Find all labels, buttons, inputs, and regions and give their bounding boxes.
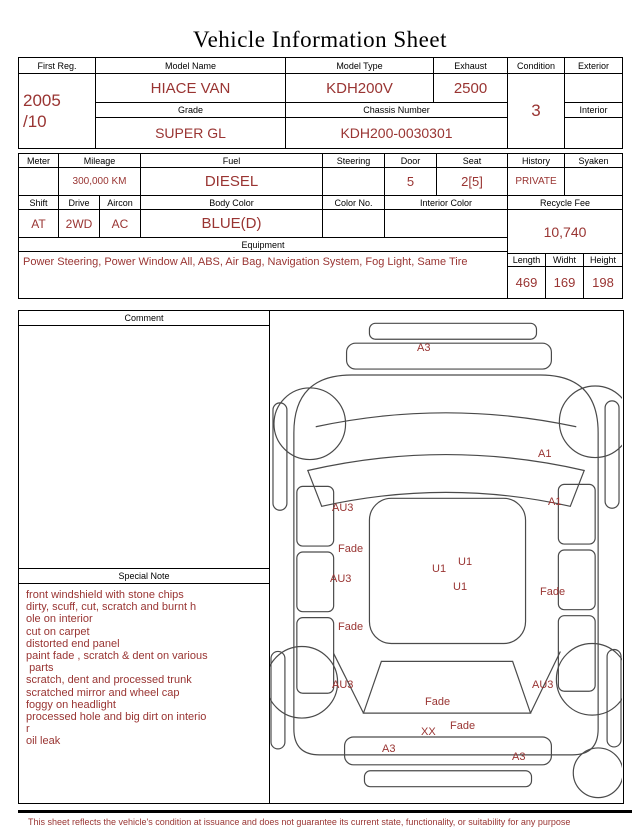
special-note-line: foggy on headlight: [26, 698, 116, 711]
diagram-annotation: Fade: [425, 696, 451, 708]
drive-label: Drive: [59, 196, 100, 210]
model-type-value: KDH200V: [286, 74, 434, 103]
condition-value: 3: [508, 74, 565, 149]
diagram-annotation: AU3: [332, 679, 354, 691]
exterior-value: [565, 74, 623, 103]
interior-color-value: [385, 210, 508, 238]
diagram-annotation: U1: [432, 563, 447, 575]
diagram-annotation: AU3: [330, 573, 352, 585]
door-value: 5: [385, 168, 437, 196]
special-note-line: distorted end panel: [26, 637, 120, 650]
seat-label: Seat: [437, 154, 508, 168]
diagram-annotation: Fade: [450, 720, 476, 732]
color-no-value: [323, 210, 385, 238]
fuel-value: DIESEL: [141, 168, 323, 196]
shift-label: Shift: [19, 196, 59, 210]
special-note-line: oil leak: [26, 735, 61, 748]
special-note-line: processed hole and big dirt on interio: [26, 711, 207, 724]
interior-value: [565, 118, 623, 149]
condition-table: [507, 57, 623, 149]
first-reg-month: /10: [23, 112, 47, 131]
diagram-annotation: XX: [421, 726, 436, 738]
special-note-header: Special Note: [19, 568, 269, 584]
comment-body: [19, 326, 269, 568]
car-diagram: [270, 311, 622, 801]
diagram-annotation: A3: [382, 743, 396, 755]
shift-value: AT: [19, 210, 59, 238]
syaken-value: [565, 168, 623, 196]
special-note-line: cut on carpet: [26, 625, 90, 638]
diagram-annotation: A3: [417, 342, 431, 354]
special-note-line: paint fade , scratch & dent on various: [26, 650, 208, 663]
height-label: Height: [584, 254, 623, 267]
car-line-art: [270, 323, 622, 797]
spec-table: [18, 153, 508, 299]
fuel-label: Fuel: [141, 154, 323, 168]
height-value: 198: [584, 267, 623, 299]
drive-value: 2WD: [59, 210, 100, 238]
diagram-annotation: U1: [453, 581, 468, 593]
recycle-fee-value: 10,740: [508, 210, 623, 254]
special-note-list: [19, 584, 269, 748]
equipment-label: Equipment: [19, 238, 508, 252]
special-note-line: scratch, dent and processed trunk: [26, 674, 192, 687]
body-color-label: Body Color: [141, 196, 323, 210]
first-reg-value: [19, 74, 96, 149]
width-label: Widht: [546, 254, 584, 267]
chassis-number-label: Chassis Number: [286, 103, 508, 118]
exterior-label: Exterior: [565, 58, 623, 74]
interior-label: Interior: [565, 103, 623, 118]
diagram-annotation: Fade: [338, 621, 364, 633]
model-name-label: Model Name: [96, 58, 286, 74]
steering-label: Steering: [323, 154, 385, 168]
steering-value: [323, 168, 385, 196]
special-note-line: scratched mirror and wheel cap: [26, 686, 180, 699]
diagram-annotation: AU3: [332, 502, 354, 514]
body-color-value: BLUE(D): [141, 210, 323, 238]
exhaust-value: 2500: [434, 74, 508, 103]
special-note-line: r: [26, 723, 30, 736]
history-label: History: [508, 154, 565, 168]
aircon-label: Aircon: [100, 196, 141, 210]
special-note-line: dirty, scuff, cut, scratch and burnt h: [26, 601, 197, 614]
diagram-annotation: AU3: [532, 679, 554, 691]
chassis-number-value: KDH200-0030301: [286, 118, 508, 149]
diagram-annotation: Fade: [540, 586, 566, 598]
mileage-value: 300,000 KM: [59, 168, 141, 196]
width-value: 169: [546, 267, 584, 299]
model-type-label: Model Type: [286, 58, 434, 74]
identity-table: [18, 57, 508, 149]
main-body: [18, 310, 624, 804]
diagram-annotation: A1: [548, 496, 562, 508]
history-fee-table: [507, 153, 623, 299]
grade-label: Grade: [96, 103, 286, 118]
footer-disclaimer: This sheet reflects the vehicle's condition at issuance and does not guarantee its current state, functionality, or suitability for any purpose: [18, 810, 632, 827]
seat-value: 2[5]: [437, 168, 508, 196]
comment-header: Comment: [19, 311, 269, 326]
color-no-label: Color No.: [323, 196, 385, 210]
page-title: Vehicle Information Sheet: [193, 27, 447, 53]
meter-value: [19, 168, 59, 196]
length-label: Length: [508, 254, 546, 267]
first-reg-label: First Reg.: [19, 58, 96, 74]
model-name-value: HIACE VAN: [96, 74, 286, 103]
syaken-label: Syaken: [565, 154, 623, 168]
special-note-line: front windshield with stone chips: [26, 589, 184, 601]
equipment-value: Power Steering, Power Window All, ABS, Air Bag, Navigation System, Fog Light, Same Tire: [19, 252, 508, 299]
door-label: Door: [385, 154, 437, 168]
interior-color-label: Interior Color: [385, 196, 508, 210]
aircon-value: AC: [100, 210, 141, 238]
exhaust-label: Exhaust: [434, 58, 508, 74]
diagram-annotation: Fade: [338, 543, 364, 555]
mileage-label: Mileage: [59, 154, 141, 168]
diagram-annotation: U1: [458, 556, 473, 568]
diagram-annotation: A3: [512, 751, 526, 763]
comment-panel: [19, 311, 270, 803]
car-top-view-icon: [270, 311, 622, 801]
diagram-annotation: A1: [538, 448, 552, 460]
special-note-line: parts: [26, 662, 54, 675]
special-note-line: ole on interior: [26, 613, 93, 626]
length-value: 469: [508, 267, 546, 299]
meter-label: Meter: [19, 154, 59, 168]
condition-label: Condition: [508, 58, 565, 74]
history-value: PRIVATE: [508, 168, 565, 196]
first-reg-year: 2005: [23, 90, 61, 110]
recycle-fee-label: Recycle Fee: [508, 196, 623, 210]
grade-value: SUPER GL: [96, 118, 286, 149]
